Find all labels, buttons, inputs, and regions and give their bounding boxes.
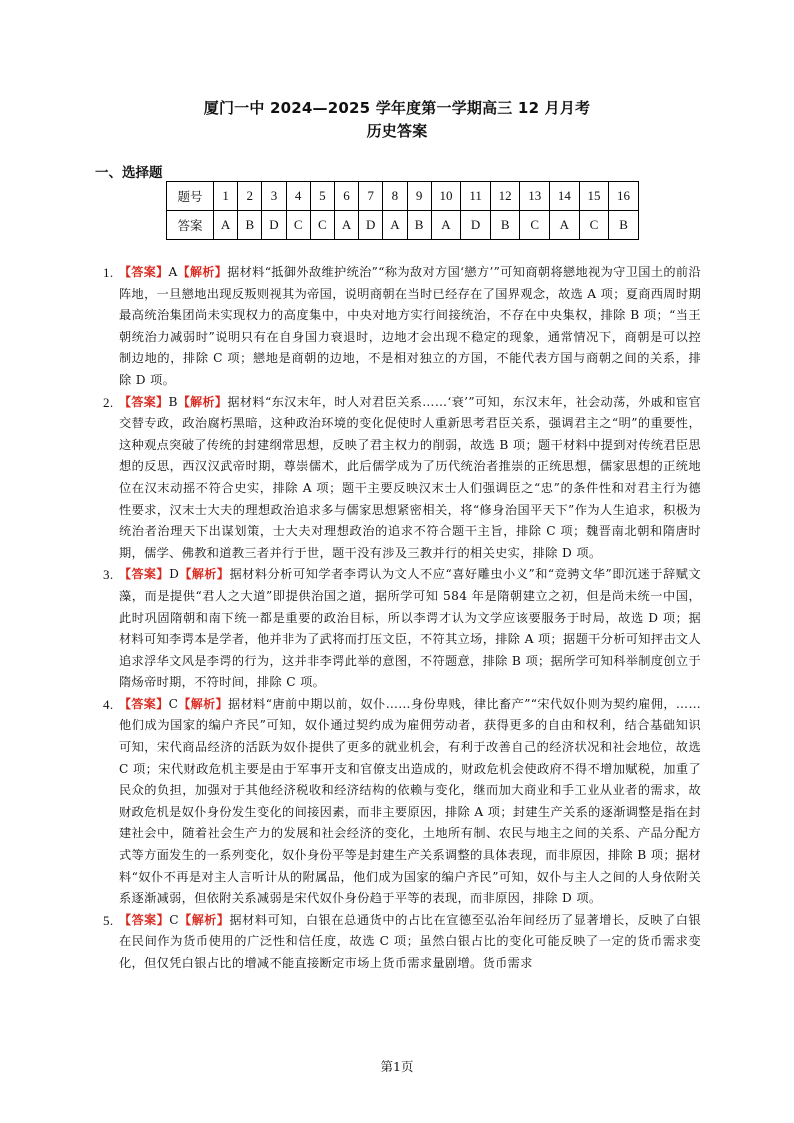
answer-cell: A [550, 211, 580, 240]
answer-item [97, 694, 701, 910]
question-number-cell: 4 [286, 182, 310, 211]
item-answer: D [169, 567, 180, 582]
item-number: 1. [103, 265, 114, 280]
answer-table-number-row [167, 182, 639, 211]
analysis-tag: 【解析】 [177, 265, 228, 279]
answer-explanations [97, 262, 701, 975]
item-answer: A [168, 265, 178, 279]
answer-cell: D [359, 211, 383, 240]
question-number-cell: 16 [609, 182, 639, 211]
question-number-cell: 5 [310, 182, 334, 211]
answer-cell: B [238, 211, 262, 240]
answer-cell: C [286, 211, 310, 240]
table-header-cell: 答案 [167, 211, 214, 240]
answer-cell: A [431, 211, 461, 240]
analysis-tag: 【解析】 [179, 567, 230, 582]
table-header-cell: 题号 [167, 182, 214, 211]
answer-tag: 【答案】 [119, 567, 170, 582]
item-analysis: 据材料“唐前中期以前，奴仆……身份卑贱，律比畜产”“宋代奴仆则为契约雇佣，……他们成为国家的编户齐民”可知，奴仆通过契约成为雇佣劳动者，获得更多的自由和权利，结合基础知识可知，宋代商品经济的活跃为奴仆提供了更多的就业机会，有利于改善自己的经济状况和社会地位，故选 C 项；宋代财政危机主要是由于军事开支和官僚支出造成的，财政危机会使政府不得不增加赋税，加重了民众的负担，加强对于其他经济税收和经济结构的依赖与变化，继而加大商业和手工业从业者的需求，故财政危机是奴仆身份发生变化的间接因素，而非主要原因，排除 A 项；封建生产关系的逐渐调整是指在封建社会中，随着社会生产力的发展和社会经济的变化，土地所有制、农民与地主之间的关系、产品分配方式等方面发生的一系列变化，奴仆身份平等是封建生产关系调整的具体表现，而非原因，排除 B 项；据材料“奴仆不再是对主人言听计从的附属品，他们成为国家的编户齐民”可知，奴仆与主人之间的人身依附关系逐渐减弱，但依附关系减弱是宋代奴仆身份趋于平等的表现，而非原因，排除 D 项。 [119, 696, 702, 906]
answer-cell: C [579, 211, 609, 240]
answer-cell: B [609, 211, 639, 240]
item-answer: C [169, 912, 179, 927]
answer-cell: D [262, 211, 286, 240]
item-analysis: 据材料“东汉末年，时人对君臣关系……‘衰’”可知，东汉末年，社会动荡，外戚和宦官交替专政，政治腐朽黑暗，这种政治环境的变化促使时人重新思考君臣关系，强调君主之“明”的重要性，这种观点突破了传统的封建纲常思想，反映了君主权力的削弱，故选 B 项；题干材料中提到对传统君臣思想的反思，西汉汉武帝时期，尊崇儒术，此后儒学成为了历代统治者推崇的正统思想，儒家思想的正统地位在汉末动摇不符合史实，排除 A 项；题干主要反映汉末士人们强调臣之“忠”的条件性和对君主行为德性要求，汉末士大夫的理想政治追求多与儒家思想紧密相关，将“修身治国平天下”作为人生追求，积极为统治者治理天下出谋划策，士大夫对理想政治的追求不符合题干主旨，排除 C 项；魏晋南北朝和隋唐时期，儒学、佛教和道教三者并行于世，题干没有涉及三教并行的相关史实，排除 D 项。 [119, 394, 701, 560]
answer-cell: A [334, 211, 358, 240]
item-analysis: 据材料可知，白银在总通货中的占比在宣德至弘治年间经历了显著增长，反映了白银在民间作为货币使用的广泛性和信任度，故选 C 项；虽然白银占比的变化可能反映了一定的货币需求变化，但仅凭白银占比的增减不能直接断定市场上货币需求量剧增。货币需求 [119, 912, 701, 970]
section-title: 一、选择题 [95, 165, 163, 181]
answer-table [166, 181, 639, 240]
answer-item [97, 262, 701, 392]
answer-tag: 【答案】 [119, 265, 169, 279]
answer-cell: A [214, 211, 238, 240]
analysis-tag: 【解析】 [178, 912, 230, 927]
question-number-cell: 9 [407, 182, 431, 211]
answer-cell: A [383, 211, 407, 240]
item-number: 3. [103, 567, 114, 583]
question-number-cell: 11 [461, 182, 491, 211]
page-title: 厦门一中 2024—2025 学年度第一学期高三 12 月月考 [203, 99, 591, 117]
answer-tag: 【答案】 [119, 912, 170, 927]
answer-cell: B [407, 211, 431, 240]
answer-cell: C [310, 211, 334, 240]
analysis-tag: 【解析】 [178, 696, 228, 711]
item-analysis: 据材料分析可知学者李谔认为文人不应“喜好雕虫小义”和“竞骋文华”即沉迷于辞赋文藻，而是提供“君人之大道”即提供治国之道，据所学可知 584 年是隋朝建立之初，但是尚未统一中国，此时巩固隋朝和南下统一都是重要的政治目标，所以李谔才认为文学应该要服务于时局，故选 D 项；据材料可知李谔本是学者，他并非为了武将而打压文臣，不符其立场，排除 A 项；据题干分析可知抨击文人追求浮华文风是李谔的行为，这并非李谔此举的意图，不符题意，排除 B 项；据所学可知科举制度创立于隋炀帝时期，不符时间，排除 C 项。 [119, 567, 701, 690]
item-analysis: 据材料“抵御外敌维护统治”“称为敌对方国‘戀方’”可知商朝将戀地视为守卫国土的前沿阵地，一旦戀地出现反叛则视其为帝国，说明商朝在当时已经存在了国界观念，故选 A 项；夏商西周时期最高统治集团尚未实现权力的高度集中，中央对地方实行间接统治，不存在中央集权，排除 B 项；“当王朝统治力减弱时”说明只有在自身国力衰退时，边地才会出现不稳定的现象，通常情况下，商朝是可以控制边地的，排除 C 项；戀地是商朝的边地，不是相对独立的方国，不能代表方国与商朝之间的关系，排除 D 项。 [119, 265, 701, 387]
answer-tag: 【答案】 [119, 696, 169, 711]
item-answer: B [168, 394, 178, 409]
question-number-cell: 7 [359, 182, 383, 211]
item-number: 2. [103, 394, 114, 410]
page-number: 第1页 [380, 1059, 414, 1074]
answer-item [97, 910, 701, 975]
item-answer: C [168, 696, 179, 711]
question-number-cell: 1 [214, 182, 238, 211]
question-number-cell: 2 [238, 182, 262, 211]
item-number: 5. [103, 912, 114, 928]
question-number-cell: 3 [262, 182, 286, 211]
question-number-cell: 8 [383, 182, 407, 211]
page-subtitle: 历史答案 [366, 122, 428, 140]
answer-cell: B [490, 211, 520, 240]
question-number-cell: 15 [579, 182, 609, 211]
question-number-cell: 6 [334, 182, 358, 211]
answer-cell: C [520, 211, 550, 240]
analysis-tag: 【解析】 [177, 394, 228, 409]
question-number-cell: 10 [431, 182, 461, 211]
question-number-cell: 12 [490, 182, 520, 211]
answer-table-answer-row [167, 211, 639, 240]
question-number-cell: 13 [520, 182, 550, 211]
answer-tag: 【答案】 [119, 394, 169, 409]
answer-item [97, 392, 701, 565]
question-number-cell: 14 [550, 182, 580, 211]
item-number: 4. [103, 696, 114, 712]
answer-cell: D [461, 211, 491, 240]
answer-item [97, 564, 701, 694]
